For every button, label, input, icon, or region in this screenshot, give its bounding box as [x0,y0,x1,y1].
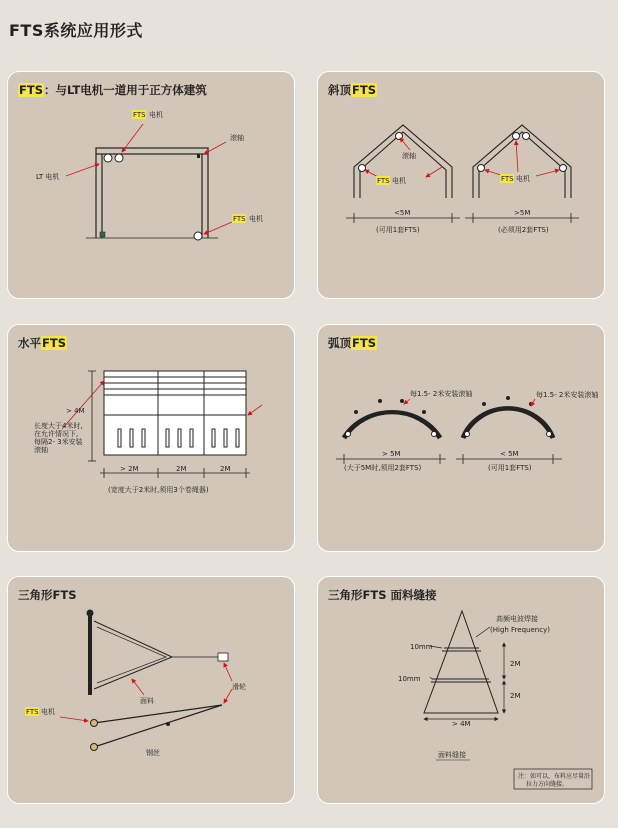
pitched-right-motor-c [478,165,485,172]
label-pulley: 滑轮 [232,683,246,691]
note-hl: FTS [533,226,546,234]
fts-motor-top [115,154,123,162]
lt-motor-icon [100,232,105,237]
title-highlight: FTS [352,83,376,97]
arched-right-roller-1 [482,402,486,406]
note-pre: (可用1套 [488,464,517,472]
triangle-arrows [60,663,232,721]
pitched-left-motor-b [359,165,366,172]
cube-diagram [8,72,294,298]
title-highlight: FTS [352,336,376,350]
side-note-line-4: 滚轴 [34,446,48,454]
label-roller: 滚轴 [402,152,416,160]
title-highlight: FTS [19,83,43,97]
seam-dims [424,627,504,719]
arched-diagram [318,325,604,551]
dim-3: 2M [220,465,231,473]
arched-left-motor-1 [346,432,351,437]
arched-right-roller-2 [506,396,510,400]
note-pre: (大于5M时,须用2套 [344,464,406,472]
fts-motor-top-left [104,154,112,162]
label-motor: 电机 [41,708,55,716]
label-motor-left: 电机 [392,177,406,185]
label-motor-right: 电机 [249,215,263,223]
title-text: 斜顶 [328,83,351,97]
panel-seam-title: 三角形FTS 面料缝接 [328,588,437,602]
label-hf-weld: 高频电波焊接 [496,615,538,623]
dim-left: > 5M [382,450,401,458]
panel-triangle [7,576,295,804]
label-mm-1: 10mm [410,643,433,651]
label-dim-1: 2M [510,660,521,668]
label-roller: 滚轴 [230,134,244,142]
note-line-1: 注：如可以，布料应尽量沿 [518,773,591,780]
triangle-diagram [8,577,294,803]
note-pre: (可用1套 [376,226,405,234]
dim-right: >5M [514,209,531,217]
horizontal-frame [104,371,246,455]
roller-icon [197,154,200,158]
panel-horizontal [7,324,295,552]
note-post: ) [545,226,549,234]
triangle-frame [87,610,228,751]
title-text: ：与LT电机一道用于正方体建筑 [43,83,207,97]
pitched-right-motor-a [513,133,520,140]
arched-left-motor-2 [432,432,437,437]
side-note-line-3: 每隔2- 3米安装 [34,438,83,446]
pitched-left-frame [354,125,452,198]
arched-left-frame [344,413,440,438]
arched-left-roller-4 [422,410,426,414]
note-line-2: 拉力方向缝接。 [526,781,569,788]
note-post: ) [416,226,420,234]
label-height: > 4M [66,407,85,415]
panel-triangle-title: 三角形FTS [18,588,77,602]
cube-arrows [66,124,232,234]
title-highlight: FTS [42,336,66,350]
label-dim-2: 2M [510,692,521,700]
bottom-note: (宽度大于2米时,须用3个卷绳器) [108,486,209,494]
pitched-right-frame [473,125,571,198]
label-width: > 4M [452,720,471,728]
note-right [498,225,549,234]
panel-pitched [317,71,605,299]
note-post: ) [418,464,422,472]
arched-left-roller-3 [400,399,404,403]
seam-diagram [318,577,604,803]
label-fts: FTS [26,708,39,716]
label-cable: 钢丝 [146,749,160,757]
arched-left-roller-2 [378,399,382,403]
side-note-line-1: 长度大于4米时, [34,422,83,430]
roller-note-left: 每1.5- 2米安装滚轴 [410,390,473,398]
label-hf-en: (High Frequency) [490,626,550,634]
note-pre: (必须用2套 [498,226,534,234]
note-hl: FTS [404,226,417,234]
note-left [376,225,420,234]
label-fts-right: FTS [233,215,246,223]
pitched-right-motor-b [523,133,530,140]
label-lt-motor: LT 电机 [36,173,60,181]
dim-2: 2M [176,465,187,473]
arched-dims [336,454,562,464]
note-hl: FTS [516,464,529,472]
pitched-left-motor-a [396,133,403,140]
label-fabric: 面料 [140,697,154,705]
label-fts-left: FTS [377,177,390,185]
dim-1: > 2M [120,465,139,473]
title-text: 弧顶 [328,336,351,350]
title-text: 水平 [18,336,41,350]
note-right [488,463,532,472]
seam-triangle [424,611,498,713]
horizontal-diagram [8,325,294,551]
pitched-right-arrows [485,141,559,176]
label-motor-top: 电机 [149,111,163,119]
dim-left: <5M [394,209,411,217]
label-fts-right: FTS [501,175,514,183]
pitched-diagram [318,72,604,298]
pitched-right-motor-d [560,165,567,172]
panel-seam [317,576,605,804]
fts-motor-right [194,232,202,240]
note-post: ) [528,464,532,472]
side-note-line-2: 在允许情况下, [34,430,79,438]
arched-right-motor-1 [465,432,470,437]
label-motor-right: 电机 [516,175,530,183]
panel-cube [7,71,295,299]
arched-right-motor-2 [547,432,552,437]
roller-note-right: 每1.5- 2米安装滚轴 [536,391,599,399]
label-fts-top: FTS [133,111,146,119]
label-caption: 面料缝接 [438,751,466,759]
dim-right: < 5M [500,450,519,458]
note-left [344,463,422,472]
panel-arched [317,324,605,552]
arched-left-roller-1 [354,410,358,414]
label-mm-2: 10mm [398,675,421,683]
page-title: FTS系统应用形式 [9,21,143,40]
note-hl: FTS [405,464,419,472]
arched-right-frame [463,409,553,438]
arched-arrows [404,399,535,406]
